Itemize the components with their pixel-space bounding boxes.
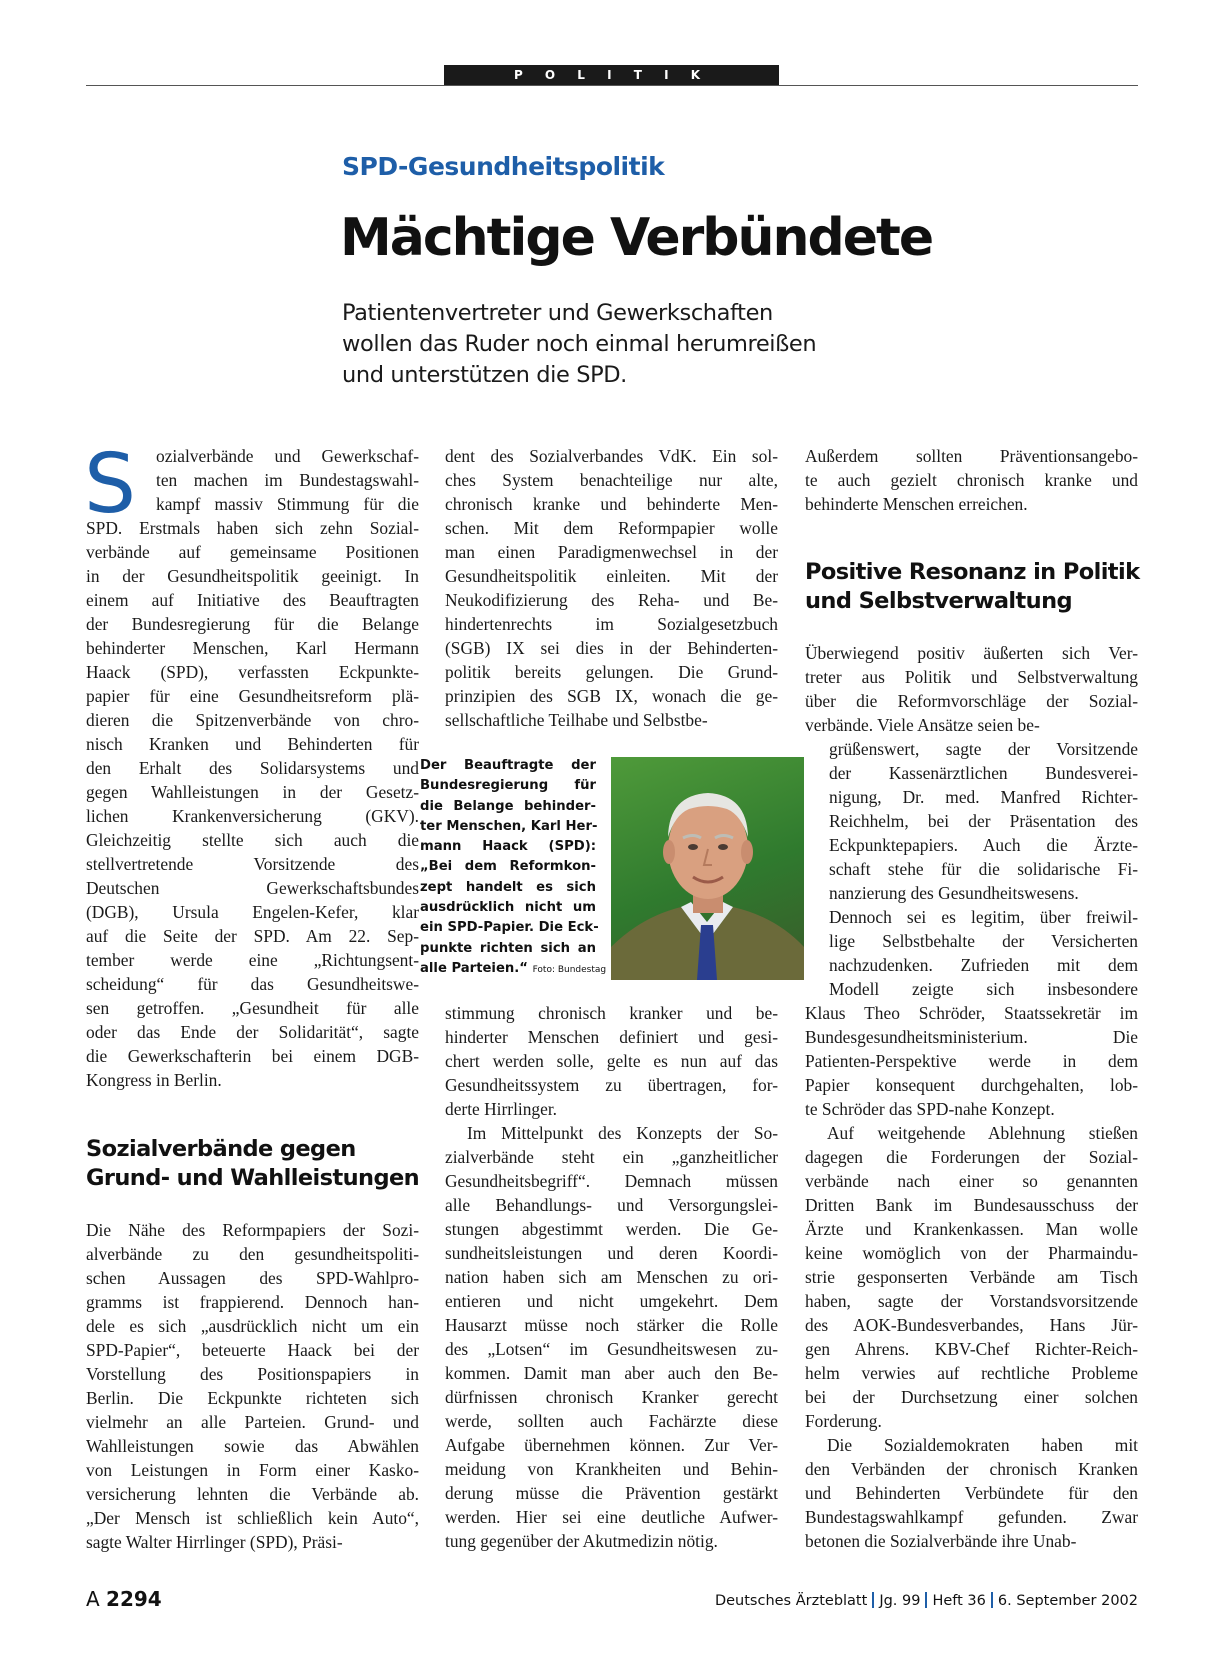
text-line: nachzudenken. Zufrieden mit dem: [829, 955, 1138, 975]
text-line: lichen Krankenversicherung (GKV).: [86, 806, 419, 826]
text-line: (DGB), Ursula Engelen-Kefer, klar: [86, 902, 419, 922]
text-line: meidung von Krankheiten und Behin-: [445, 1459, 778, 1479]
text-line: Im Mittelpunkt des Konzepts der So-: [467, 1123, 778, 1143]
header-rule: [86, 85, 1138, 86]
text-line: Wahlleistungen sowie das Abwählen: [86, 1436, 419, 1456]
text-line: scheidung“ für das Gesundheitswe-: [86, 974, 419, 994]
text-line: Gesundheitssystem zu übertragen, for-: [445, 1075, 778, 1095]
text-line: zept handelt es sich: [420, 879, 596, 895]
text-line: sellschaftliche Teilhabe und Selbstbe-: [445, 710, 708, 730]
text-line: treter aus Politik und Selbstverwaltung: [805, 667, 1138, 687]
footer-separator: [991, 1592, 993, 1608]
text-line: den Erhalt des Solidarsystems und: [86, 758, 419, 778]
subheading-positive-resonanz: [805, 558, 1139, 616]
text-line: Vorstellung des Positionspapiers in: [86, 1364, 419, 1384]
text-line: Eckpunktepapiers. Auch die Ärzte-: [829, 835, 1138, 855]
text-line: schen. Mit dem Reformpapier wolle: [445, 518, 778, 538]
text-line: Papier konsequent durchgehalten, lob-: [805, 1075, 1138, 1095]
section-label: P O L I T I K: [444, 65, 779, 85]
text-line: Haack (SPD), verfassten Eckpunkte-: [86, 662, 419, 682]
text-line: keine womöglich von der Pharmaindu-: [805, 1243, 1138, 1263]
text-line: SPD-Papier“, beteuerte Haack bei der: [86, 1340, 419, 1360]
text-line: sundheitsleistungen und deren Koordi-: [445, 1243, 778, 1263]
text-line: Grund- und Wahlleistungen: [86, 1165, 420, 1191]
text-line: tember werde eine „Richtungsent-: [86, 950, 419, 970]
portrait-photo: [611, 757, 804, 980]
text-line: auf die Seite der SPD. Am 22. Sep-: [86, 926, 419, 946]
text-line: Gesundheitspolitik einleiten. Mit der: [445, 566, 778, 586]
text-line: kampf massiv Stimmung für die: [156, 494, 419, 514]
text-line: verbände nach einer so genannten: [805, 1171, 1138, 1191]
text-line: verbände. Viele Ansätze seien be-: [805, 715, 1040, 735]
text-line: tung gegenüber der Akutmedizin nötig.: [445, 1531, 718, 1551]
text-line: des „Lotsen“ im Gesundheitswesen zu-: [445, 1339, 778, 1359]
text-line: lige Selbstbehalte der Versicherten: [829, 931, 1138, 951]
text-line: verbände auf gemeinsame Positionen: [86, 542, 419, 562]
text-line: haben, sagte der Vorstandsvorsitzende: [805, 1291, 1138, 1311]
text-line: derung müsse die Prävention gestärkt: [445, 1483, 778, 1503]
text-line: Neukodifizierung des Reha- und Be-: [445, 590, 778, 610]
text-line: Berlin. Die Eckpunkte richteten sich: [86, 1388, 419, 1408]
column-1-continued-text: [86, 1218, 419, 1554]
text-line: betonen die Sozialverbände ihre Unab-: [805, 1531, 1077, 1551]
text-line: dent des Sozialverbandes VdK. Ein sol-: [445, 446, 778, 466]
drop-cap: S: [84, 437, 137, 532]
text-line: chert werden solle, gelte es nun auf das: [445, 1051, 778, 1071]
page-number: [86, 1587, 162, 1611]
text-line: ozialverbände und Gewerkschaf-: [156, 446, 419, 466]
text-line: stimmung chronisch kranker und be-: [445, 1003, 778, 1023]
text-line: Hausarzt müsse noch stärker die Rolle: [445, 1315, 778, 1335]
text-line: des AOK-Bundesverbandes, Hans Jür-: [805, 1315, 1138, 1335]
text-line: gen Ahrens. KBV-Chef Richter-Reich-: [805, 1339, 1138, 1359]
text-line: Klaus Theo Schröder, Staatssekretär im: [805, 1003, 1138, 1023]
text-line: entieren und nicht umgekehrt. Dem: [445, 1291, 778, 1311]
text-line: und Behinderten Verbündete für den: [805, 1483, 1138, 1503]
text-line: nation haben sich am Menschen zu ori-: [445, 1267, 778, 1287]
text-line: Patienten-Perspektive werde in dem: [805, 1051, 1138, 1071]
column-2-continued-text: [445, 1001, 778, 1553]
text-line: mann Haack (SPD):: [420, 839, 596, 855]
text-line: Reichhelm, bei der Präsentation des: [829, 811, 1138, 831]
page-prefix: A: [86, 1587, 100, 1611]
text-line: „Bei dem Reformkon-: [420, 859, 596, 875]
subheading-sozialverbaende: [86, 1135, 419, 1193]
text-line: und unterstützen die SPD.: [342, 362, 627, 388]
text-line: alverbände zu den gesundheitspoliti-: [86, 1244, 419, 1264]
text-line: Überwiegend positiv äußerten sich Ver-: [805, 643, 1138, 663]
text-line: Gesundheitsbegriff“. Demnach müssen: [445, 1171, 778, 1191]
text-line: einem auf Initiative des Beauftragten: [86, 590, 419, 610]
text-line: dagegen die Forderungen der Sozial-: [805, 1147, 1138, 1167]
text-line: Kongress in Berlin.: [86, 1070, 222, 1090]
text-line: (SGB) IX sei dies in der Behinderten-: [445, 638, 778, 658]
text-line: Aufgabe übernehmen können. Zur Ver-: [445, 1435, 778, 1455]
photo-credit: Foto: Bundestag: [532, 964, 607, 975]
text-line: hinderter Menschen definiert und gesi-: [445, 1027, 778, 1047]
text-line: vielmehr an alle Parteien. Grund- und: [86, 1412, 419, 1432]
text-line: politik bereits gelungen. Die Grund-: [445, 662, 778, 682]
text-line: die Belange behinder-: [420, 798, 596, 814]
text-line: chronisch kranke und behinderte Men-: [445, 494, 778, 514]
text-line: alle Parteien.“ Foto: Bundestag: [420, 960, 607, 976]
text-line: den Verbänden der chronisch Kranken: [805, 1459, 1138, 1479]
text-line: behinderte Menschen erreichen.: [805, 494, 1028, 514]
text-line: ten machen im Bundestagswahl-: [156, 470, 419, 490]
text-line: gegen Wahlleistungen in der Gesetz-: [86, 782, 419, 802]
column-2-text: [445, 444, 778, 732]
text-line: Außerdem sollten Präventionsangebo-: [805, 446, 1138, 466]
text-line: stungen abgestimmt werden. Die Ge-: [445, 1219, 778, 1239]
text-line: schaft stehe für die solidarische Fi-: [829, 859, 1138, 879]
text-line: nanzierung des Gesundheitswesens.: [829, 883, 1079, 903]
text-line: in der Gesundheitspolitik geeinigt. In: [86, 566, 419, 586]
text-line: versicherung lehnten die Verbände ab.: [86, 1484, 419, 1504]
journal-date: 6. September 2002: [997, 1593, 1138, 1609]
text-line: werde, sollten auch Fachärzte diese: [445, 1411, 778, 1431]
text-line: SPD. Erstmals haben sich zehn Sozial-: [86, 518, 419, 538]
text-line: „Der Mensch ist schließlich kein Auto“,: [86, 1508, 419, 1528]
text-line: Auf weitgehende Ablehnung stießen: [827, 1123, 1138, 1143]
text-line: prinzipien des SGB IX, wonach die ge-: [445, 686, 778, 706]
text-line: Modell zeigte sich insbesondere: [829, 979, 1138, 999]
text-line: stellvertretende Vorsitzende des: [86, 854, 419, 874]
text-line: helm verwies auf rechtliche Probleme: [805, 1363, 1138, 1383]
journal-footer: [715, 1592, 1138, 1609]
article-lead: [342, 298, 862, 391]
text-line: kommen. Damit man aber auch den Be-: [445, 1363, 778, 1383]
text-line: ausdrücklich nicht um: [420, 900, 596, 916]
column-3-continued-text: [805, 641, 1138, 1553]
text-line: ter Menschen, Karl Her-: [420, 818, 598, 834]
text-line: Forderung.: [805, 1411, 882, 1431]
text-line: ches System benachteilige nur alte,: [445, 470, 778, 490]
text-line: von Leistungen in Form einer Kasko-: [86, 1460, 419, 1480]
text-line: Dritten Bank im Bundesausschuss der: [805, 1195, 1138, 1215]
text-line: der Bundesregierung für die Belange: [86, 614, 419, 634]
photo-caption-lines: [420, 756, 607, 979]
text-line: Gleichzeitig stellte sich auch die: [86, 830, 419, 850]
text-line: Sozialverbände gegen: [86, 1136, 356, 1162]
text-line: sagte Walter Hirrlinger (SPD), Präsi-: [86, 1532, 343, 1552]
text-line: nisch Kranken und Behinderten für: [86, 734, 419, 754]
footer-separator: [872, 1592, 874, 1608]
portrait-illustration: [611, 757, 804, 980]
article-kicker: SPD-Gesundheitspolitik: [342, 152, 665, 181]
text-line: te Schröder das SPD-nahe Konzept.: [805, 1099, 1055, 1119]
text-line: und Selbstverwaltung: [805, 588, 1073, 614]
text-line: papier für eine Gesundheitsreform plä-: [86, 686, 419, 706]
text-line: schen Aussagen des SPD-Wahlpro-: [86, 1268, 419, 1288]
text-line: nigung, Dr. med. Manfred Richter-: [829, 787, 1138, 807]
journal-volume: Jg. 99: [879, 1593, 921, 1609]
text-line: behinderter Menschen, Karl Hermann: [86, 638, 419, 658]
text-line: Dennoch sei es legitim, über freiwil-: [829, 907, 1138, 927]
text-line: zialverbände steht ein „ganzheitlicher: [445, 1147, 778, 1167]
text-line: oder das Ende der Solidarität“, sagte: [86, 1022, 419, 1042]
text-line: Bundesregierung für: [420, 778, 596, 794]
text-line: Der Beauftragte der: [420, 758, 596, 773]
text-line: te auch gezielt chronisch kranke und: [805, 470, 1138, 490]
text-line: werden. Hier sei eine deutliche Aufwer-: [445, 1507, 778, 1527]
article-headline: Mächtige Verbündete: [340, 208, 933, 268]
text-line: alle Behandlungs- und Versorgungslei-: [445, 1195, 778, 1215]
text-line: der Kassenärztlichen Bundesverei-: [829, 763, 1138, 783]
text-line: Bundestagswahlkampf gefunden. Zwar: [805, 1507, 1138, 1527]
text-line: Bundesgesundheitsministerium. Die: [805, 1027, 1138, 1047]
footer-separator: [925, 1592, 927, 1608]
text-line: grüßenswert, sagte der Vorsitzende: [829, 739, 1138, 759]
text-line: über die Reformvorschläge der Sozial-: [805, 691, 1138, 711]
column-3-text: [805, 444, 1138, 516]
text-line: Ärzte und Krankenkassen. Man wolle: [805, 1219, 1138, 1239]
text-line: Positive Resonanz in Politik: [805, 559, 1140, 585]
text-line: Die Nähe des Reformpapiers der Sozi-: [86, 1220, 419, 1240]
text-line: hindertenrechts im Sozialgesetzbuch: [445, 614, 778, 634]
text-line: die Gewerkschafterin bei einem DGB-: [86, 1046, 419, 1066]
text-line: Deutschen Gewerkschaftsbundes: [86, 878, 419, 898]
text-line: bei der Durchsetzung einer solchen: [805, 1387, 1138, 1407]
journal-issue: Heft 36: [932, 1593, 986, 1609]
text-line: gramms ist frappierend. Dennoch han-: [86, 1292, 419, 1312]
text-line: ein SPD-Papier. Die Eck-: [420, 920, 599, 936]
text-line: sen getroffen. „Gesundheit für alle: [86, 998, 419, 1018]
text-line: man einen Paradigmenwechsel in der: [445, 542, 778, 562]
page-number-value: 2294: [106, 1587, 162, 1611]
text-line: wollen das Ruder noch einmal herumreißen: [342, 331, 817, 357]
text-line: dele es sich „ausdrücklich nicht um ein: [86, 1316, 419, 1336]
text-line: derte Hirrlinger.: [445, 1099, 558, 1119]
text-line: punkte richten sich an: [420, 940, 596, 956]
column-1-text: [84, 437, 419, 1092]
journal-name: Deutsches Ärzteblatt: [714, 1593, 868, 1609]
photo-caption: [420, 756, 607, 979]
text-line: dieren die Spitzenverbände von chro-: [86, 710, 419, 730]
text-line: Die Sozialdemokraten haben mit: [827, 1435, 1138, 1455]
text-line: strie gesponserten Verbände am Tisch: [805, 1267, 1138, 1287]
text-line: Patientenvertreter und Gewerkschaften: [342, 300, 773, 326]
text-line: dürfnissen chronisch Kranker gerecht: [445, 1387, 778, 1407]
